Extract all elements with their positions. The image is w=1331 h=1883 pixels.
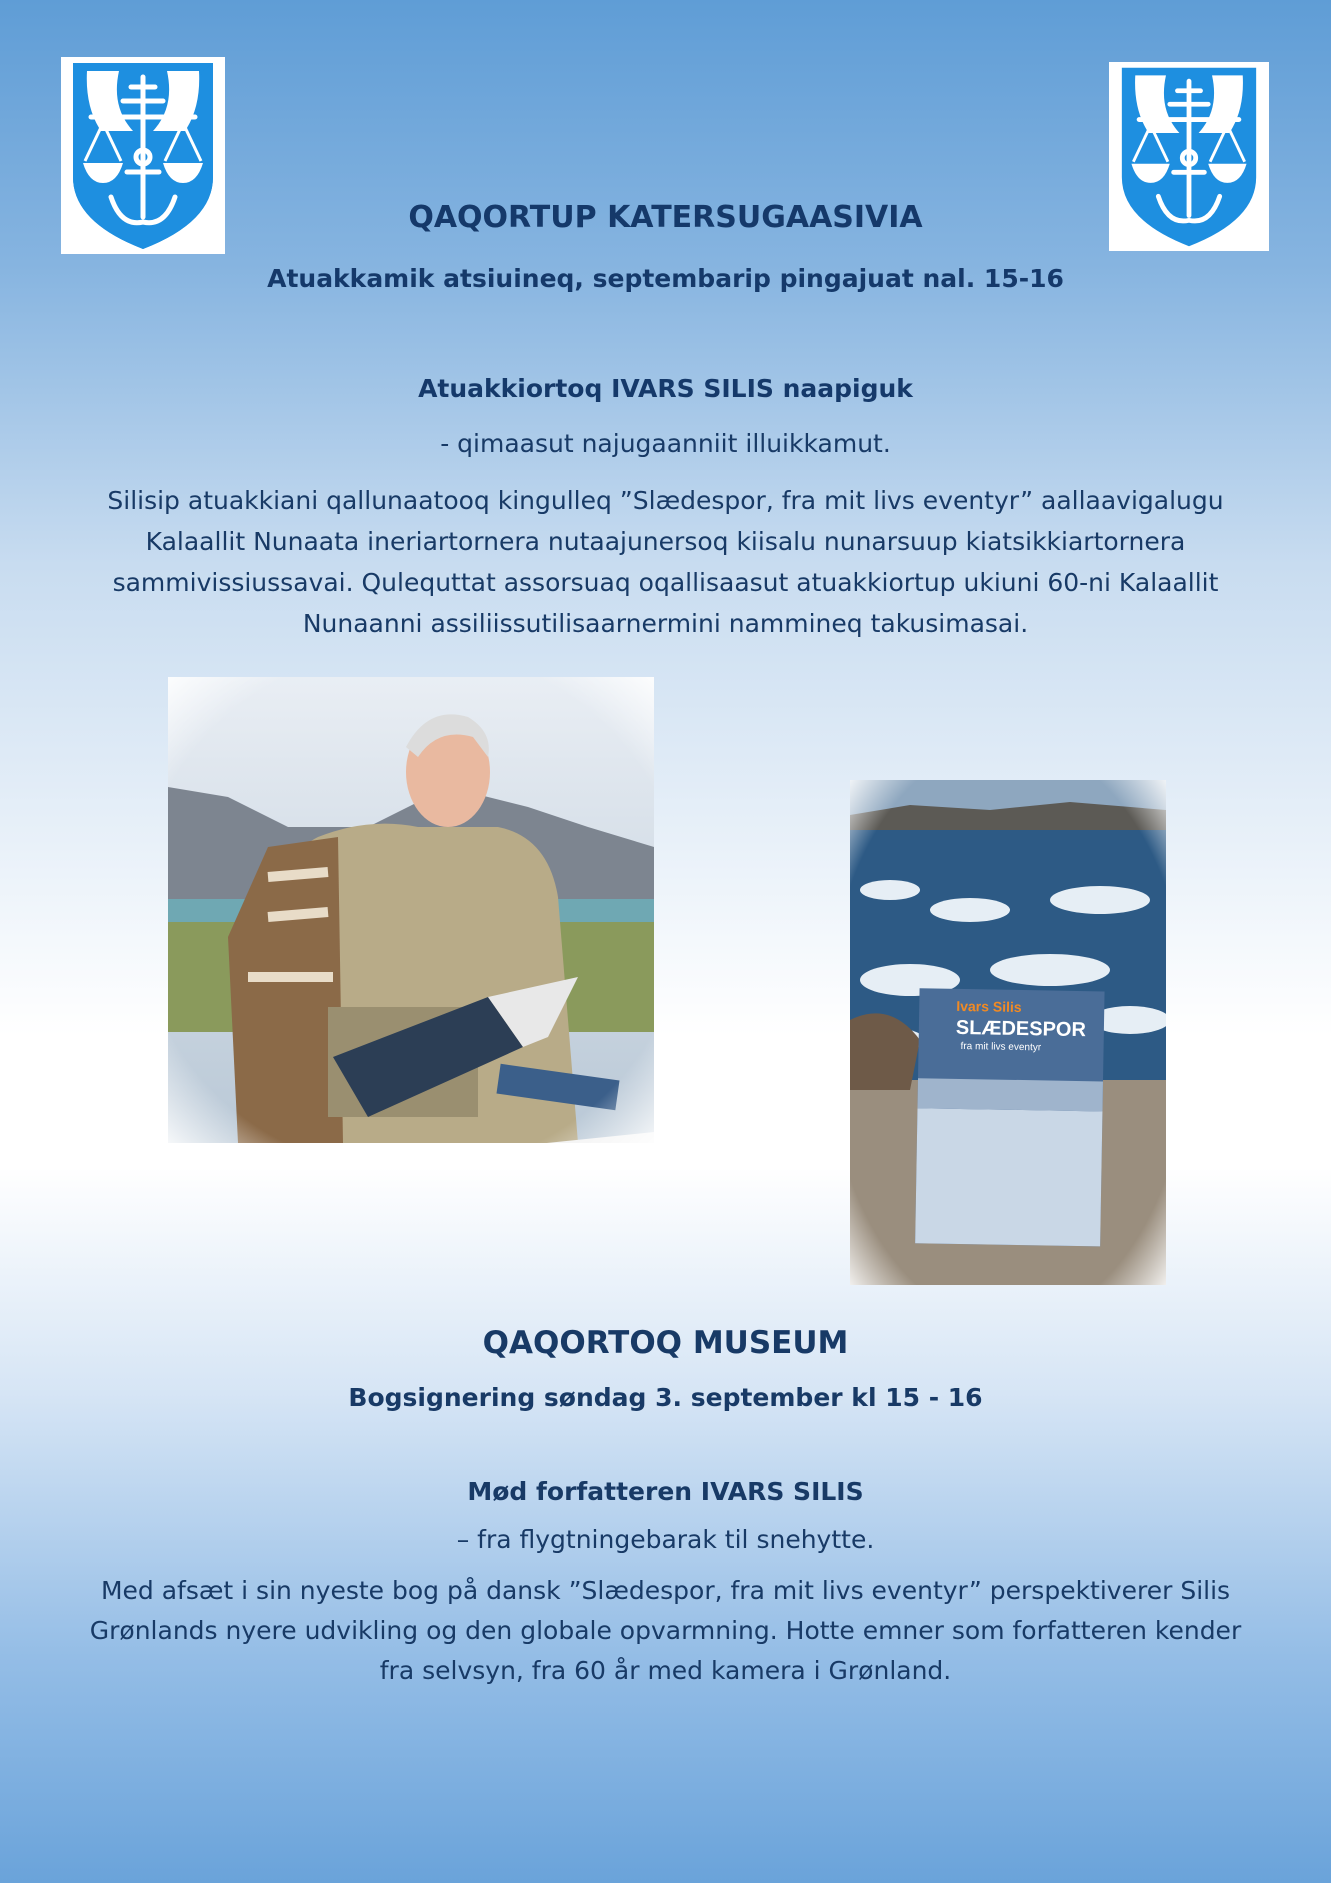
greenlandic-paragraph: Silisip atuakkiani qallunaatooq kingulleq ”Slædespor, fra mit livs eventyr” aallaavigalugu Kalaallit Nunaata ineriartornera nutaajunersoq kiisalu nunarsuup kiatsikkiartornera sammivissiussavai. Qulequttat assorsuaq oqallisaasut atuakkiortup ukiuni 60-ni Kalaallit Nunaanni assiliissutilisaarnermini nammineq takusimasai.	[107, 486, 1224, 638]
greenlandic-author-heading: Atuakkiortoq IVARS SILIS naapiguk	[418, 374, 913, 403]
danish-author-subheading: – fra flygtningebarak til snehytte.	[456, 1525, 875, 1554]
museum-subheading: Bogsignering søndag 3. september kl 15 - 16	[348, 1383, 983, 1412]
museum-heading: QAQORTOQ MUSEUM	[482, 1325, 849, 1361]
danish-paragraph: Med afsæt i sin nyeste bog på dansk ”Slædespor, fra mit livs eventyr” perspektiverer Silis Grønlands nyere udvikling og den globale opvarmning. Hotte emner som forfatteren kender fra selvsyn, fra 60 år med kamera i Grønland.	[89, 1576, 1242, 1685]
greenlandic-author-subheading: - qimaasut najugaanniit illuikkamut.	[440, 429, 891, 458]
page-title: QAQORTUP KATERSUGAASIVIA	[408, 200, 923, 235]
danish-author-heading: Mød forfatteren IVARS SILIS	[467, 1477, 864, 1506]
page-subtitle: Atuakkamik atsiuineq, septembarip pingajuat nal. 15-16	[267, 264, 1064, 293]
book-cover-photo	[850, 780, 1166, 1285]
author-signing-photo	[168, 677, 654, 1143]
